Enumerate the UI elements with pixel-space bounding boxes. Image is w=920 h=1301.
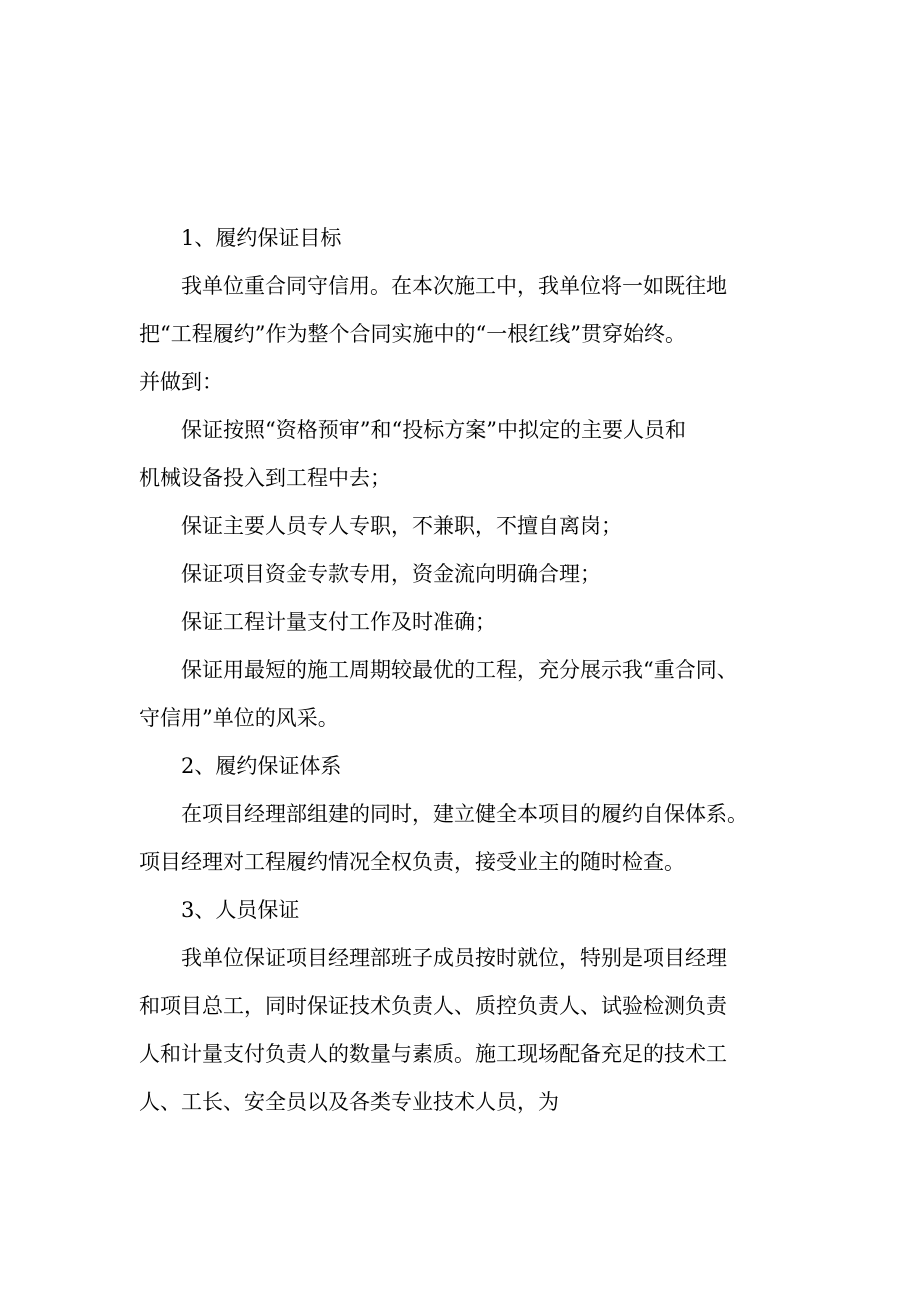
list-item: 保证工程计量支付工作及时准确； xyxy=(181,610,496,634)
paragraph-line: 我单位保证项目经理部班子成员按时就位，特别是项目经理 xyxy=(181,946,727,970)
list-item: 保证主要人员专人专职，不兼职，不擅自离岗； xyxy=(181,514,622,538)
paragraph-line: 把“工程履约”作为整个合同实施中的“一根红线”贯穿始终。 xyxy=(139,322,686,346)
paragraph-line: 人、工长、安全员以及各类专业技术人员，为 xyxy=(139,1090,559,1114)
paragraph-line: 项目经理对工程履约情况全权负责，接受业主的随时检查。 xyxy=(139,850,685,874)
document-body xyxy=(139,214,789,1126)
paragraph-line: 和项目总工，同时保证技术负责人、质控负责人、试验检测负责 xyxy=(139,994,727,1018)
list-item: 保证用最短的施工周期较最优的工程，充分展示我“重合同、 xyxy=(181,658,738,682)
paragraph-line: 人和计量支付负责人的数量与素质。施工现场配备充足的技术工 xyxy=(139,1042,727,1066)
heading-2: 2、履约保证体系 xyxy=(181,754,342,778)
paragraph-line: 我单位重合同守信用。在本次施工中，我单位将一如既往地 xyxy=(181,274,727,298)
paragraph-line: 在项目经理部组建的同时，建立健全本项目的履约自保体系。 xyxy=(181,802,748,826)
list-item-continuation: 机械设备投入到工程中去； xyxy=(139,466,391,490)
list-item-continuation: 守信用”单位的风采。 xyxy=(139,706,339,730)
list-item: 保证项目资金专款专用，资金流向明确合理； xyxy=(181,562,601,586)
list-item: 保证按照“资格预审”和“投标方案”中拟定的主要人员和 xyxy=(181,418,686,442)
paragraph-line: 并做到： xyxy=(139,370,223,394)
heading-3: 3、人员保证 xyxy=(181,898,300,922)
heading-1: 1、履约保证目标 xyxy=(181,226,342,250)
